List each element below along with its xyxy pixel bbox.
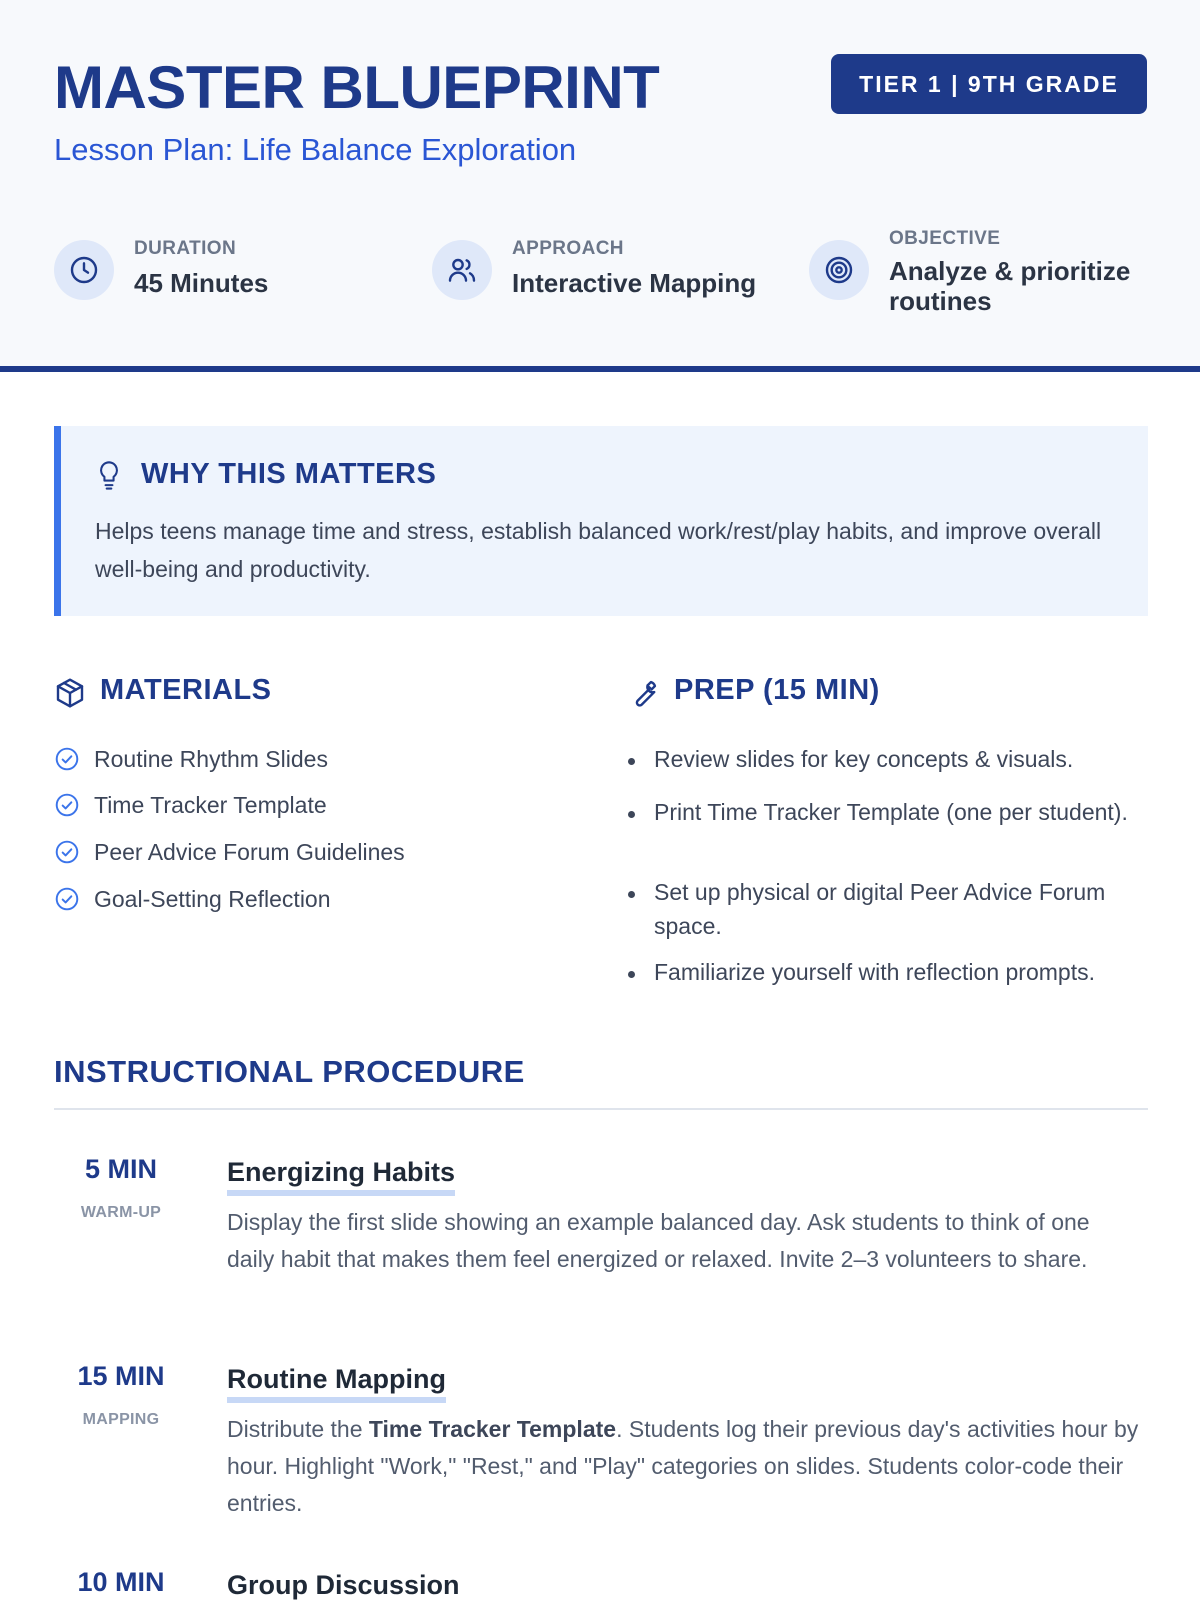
prep-text: Set up physical or digital Peer Advice Forum space. <box>654 879 1106 939</box>
step-minutes: 10 MIN <box>77 1567 165 1597</box>
list-item <box>54 742 328 776</box>
meta-label: APPROACH <box>512 238 624 259</box>
target-icon <box>809 240 869 300</box>
list-item <box>54 835 405 869</box>
bullet <box>628 811 635 818</box>
step-minutes: 15 MIN <box>77 1361 165 1391</box>
step-tag: MAPPING <box>82 1411 160 1428</box>
material-label: Routine Rhythm Slides <box>94 745 328 772</box>
meta-label: DURATION <box>134 238 237 259</box>
step-body-text: . Students log their previous day's activities hour by hour. Highlight "Work," "Rest," and "Play" categories on slides. Students color-code their entries. <box>227 1416 1139 1516</box>
prep-title: PREP (15 MIN) <box>674 674 880 706</box>
why-title: WHY THIS MATTERS <box>141 458 437 490</box>
meta-value: routines <box>889 286 992 316</box>
material-label: Time Tracker Template <box>94 791 327 818</box>
step-heading: Energizing Habits <box>227 1156 455 1196</box>
list-item <box>628 795 1148 863</box>
page-title: MASTER BLUEPRINT <box>54 54 660 121</box>
wrench-icon <box>628 677 660 714</box>
step-body <box>227 1411 1142 1522</box>
meta-value: Interactive Mapping <box>512 268 757 298</box>
step-tag: WARM-UP <box>80 1204 162 1221</box>
list-item <box>54 788 327 822</box>
step-heading: Routine Mapping <box>227 1363 446 1403</box>
step-minutes: 5 MIN <box>84 1154 157 1184</box>
meta-objective <box>809 226 1149 316</box>
why-this-matters-callout <box>54 426 1148 616</box>
meta-label: OBJECTIVE <box>889 228 1001 249</box>
step-body-text: Distribute the <box>227 1416 369 1442</box>
procedure-title: INSTRUCTIONAL PROCEDURE <box>54 1054 525 1089</box>
prep-text: Familiarize yourself with reflection prompts. <box>654 959 1095 985</box>
lightbulb-icon <box>95 460 123 497</box>
users-icon <box>432 240 492 300</box>
list-item <box>628 875 1148 943</box>
list-item <box>628 955 1148 989</box>
materials-title: MATERIALS <box>100 674 272 706</box>
step-heading: Group Discussion <box>227 1569 460 1600</box>
step-body-emphasis: Time Tracker Template <box>368 1416 617 1442</box>
meta-value: 45 Minutes <box>134 268 269 298</box>
grade-badge: TIER 1 | 9TH GRADE <box>831 54 1147 114</box>
material-label: Goal-Setting Reflection <box>94 885 331 912</box>
check-circle-icon <box>54 839 80 865</box>
check-circle-icon <box>54 746 80 772</box>
list-item <box>628 742 1148 776</box>
page-subtitle: Lesson Plan: Life Balance Exploration <box>54 132 577 167</box>
material-label: Peer Advice Forum Guidelines <box>94 838 405 865</box>
bullet <box>628 758 635 765</box>
why-text: Helps teens manage time and stress, establish balanced work/rest/play habits, and improve overall well-being and productivity. <box>95 518 1102 582</box>
meta-duration <box>54 226 394 316</box>
prep-text: Print Time Tracker Template (one per student). <box>654 799 1128 825</box>
clock-icon <box>54 240 114 300</box>
meta-approach <box>432 226 792 316</box>
list-item <box>54 882 331 916</box>
bullet <box>628 891 635 898</box>
step-body: Display the first slide showing an example balanced day. Ask students to think of one daily habit that makes them feel energized or relaxed. Invite 2–3 volunteers to share. <box>227 1209 1090 1272</box>
meta-value: Analyze & prioritize <box>889 256 1131 286</box>
prep-text: Review slides for key concepts & visuals. <box>654 746 1074 772</box>
bullet <box>628 971 635 978</box>
divider <box>54 1108 1148 1110</box>
check-circle-icon <box>54 886 80 912</box>
header-banner <box>0 0 1200 372</box>
box-icon <box>54 677 86 714</box>
check-circle-icon <box>54 792 80 818</box>
